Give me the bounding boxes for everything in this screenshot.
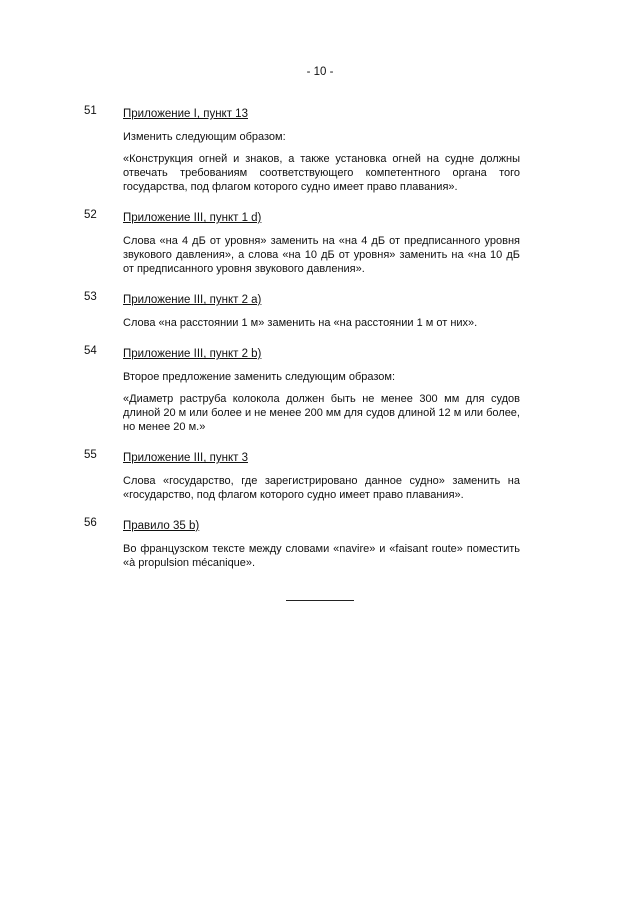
entry-paragraph: Слова «на 4 дБ от уровня» заменить на «на 4 дБ от предписанного уровня звукового давления», а слова «на 10 дБ от уровня» заменить на «на 10 дБ от предписанного уровня звукового давления». [123,235,520,275]
entry-paragraph: Слова «государство, где зарегистрировано данное судно» заменить на «государство, под флагом которого судно имеет право плавания». [123,475,520,501]
entry-number: 51 [84,105,97,117]
amendment-entry-51 [0,104,640,194]
entry-body [123,448,520,502]
entry-body [123,104,520,194]
amendment-entry-54 [0,344,640,434]
entry-heading: Приложение III, пункт 1 d) [123,212,262,224]
amendment-entry-55 [0,448,640,502]
entry-body [123,344,520,434]
entry-heading: Приложение I, пункт 13 [123,108,248,120]
entry-paragraph: «Конструкция огней и знаков, а также установка огней на судне должны отвечать требованиям соответствующего компетентного органа того государства, под флагом которого судно имеет право плавания». [123,153,520,193]
entry-number: 56 [84,517,97,529]
amendment-entry-56 [0,516,640,570]
entry-paragraph: Изменить следующим образом: [123,131,286,143]
entry-number: 54 [84,345,97,357]
entry-body [123,208,520,276]
entry-heading: Правило 35 b) [123,520,200,532]
entry-heading: Приложение III, пункт 3 [123,452,248,464]
amendment-entry-53 [0,290,640,330]
entry-number: 52 [84,209,97,221]
entry-body [123,290,520,330]
entry-paragraph: Второе предложение заменить следующим образом: [123,371,396,383]
page-number: - 10 - [306,66,334,78]
entry-number: 55 [84,449,97,461]
entry-paragraph: Во французском тексте между словами «navire» и «faisant route» поместить «à propulsion mécanique». [123,543,520,569]
entry-heading: Приложение III, пункт 2 a) [123,294,262,306]
entry-number: 53 [84,291,97,303]
end-of-text-rule [286,600,354,601]
entry-paragraph: Слова «на расстоянии 1 м» заменить на «на расстоянии 1 м от них». [123,317,478,329]
entry-body [123,516,520,570]
amendment-list [0,104,640,584]
entry-heading: Приложение III, пункт 2 b) [123,348,262,360]
entry-paragraph: «Диаметр раструба колокола должен быть не менее 300 мм для судов длиной 20 м или более и не менее 200 мм для судов длиной 12 м или более, но менее 20 м.» [123,393,520,433]
amendment-entry-52 [0,208,640,276]
